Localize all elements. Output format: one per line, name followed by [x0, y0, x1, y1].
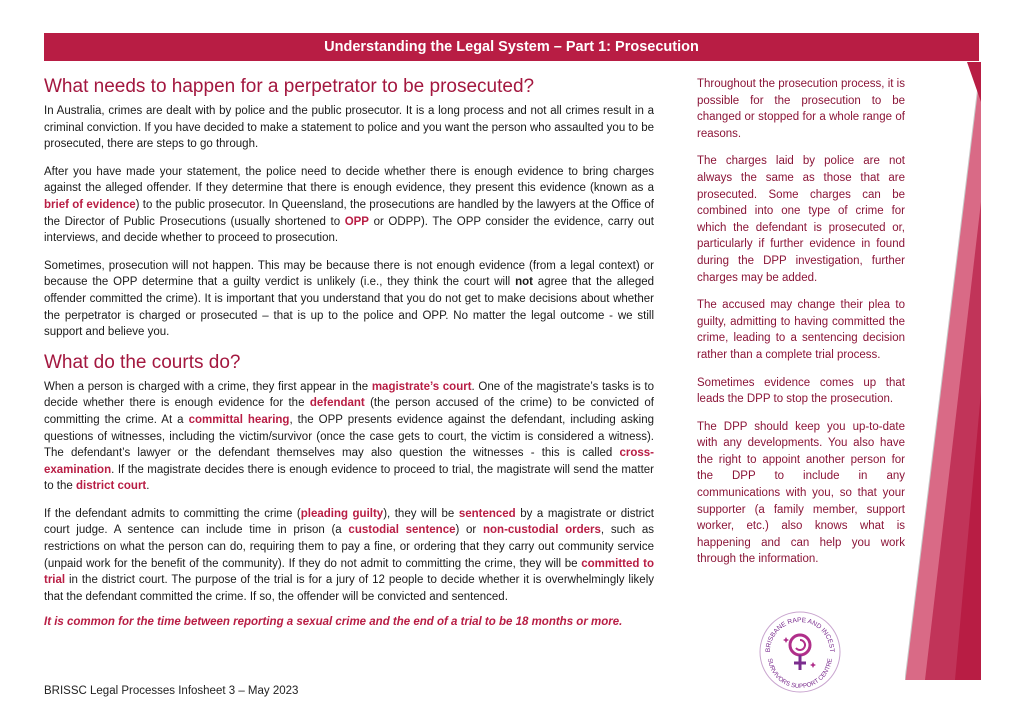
logo-text-top: BRISBANE RAPE AND INCEST: [764, 616, 836, 653]
term-opp: OPP: [344, 215, 369, 228]
paragraph: After you have made your statement, the police need to decide whether there is enough evidence to bring charges against the alleged offender. If they determine that there is enough evidence, they present this evidence (known as a brief of evidence) to the public prosecutor. In Queensland, the prosecutions are handled by the lawyers at the Office of the Director of Public Prosecutions (usually shortened to OPP or ODPP). The OPP consider the evidence, carry out interviews, and decide whether to proceed to prosecution.: [44, 165, 655, 245]
section-heading-courts: What do the courts do?: [44, 351, 241, 373]
term-magistrates-court: magistrate’s court: [371, 380, 472, 393]
sidebar-paragraph: The DPP should keep you up-to-date with any developments. You also have the right to appoint another person for the DPP to include in any communications with you, so that your supporter (a family member, support worker, etc.) also knows what is happening and can help you work through the information.: [697, 420, 905, 566]
sidebar-paragraph: Sometimes evidence comes up that leads the DPP to stop the prosecution.: [697, 376, 905, 406]
paragraph: If the defendant admits to committing the crime (pleading guilty), they will be sentenced by a magistrate or district court judge. A sentence can include time in prison (a custodial sentence) or non-custodial orders, such as restrictions on what the person can do, requiring them to pay a fine, or ordering that they carry out community service (unpaid work for the benefit of the community). If they do not admit to committing the crime, they will be committed to trial in the district court. The purpose of the trial is for a jury of 12 people to decide whether it is overwhelmingly likely that the defendant committed the crime. If so, the offender will be convicted and sentenced.: [44, 507, 654, 603]
paragraph: In Australia, crimes are dealt with by police and the public prosecutor. It is a long process and not all crimes result in a criminal conviction. If you have decided to make a statement to police and you want the person who assaulted you to be prosecuted, there are steps to go through.: [44, 105, 654, 151]
sidebar: [697, 76, 905, 579]
term-non-custodial-orders: non-custodial orders: [483, 524, 601, 537]
sidebar-paragraph: The charges laid by police are not always the same as those that are prosecuted. Some charges can be combined into one type of crime for which the defendant is prosecuted or, particularly if further evidence in found during the DPP investigation, further charges may be added.: [697, 155, 905, 284]
timeline-note: It is common for the time between reporting a sexual crime and the end of a trial to be 18 months or more.: [44, 616, 623, 629]
term-brief-of-evidence: brief of evidence: [44, 198, 136, 211]
sidebar-paragraph: The accused may change their plea to guilty, admitting to having committed the crime, leading to a sentencing decision rather than a complete trial process.: [697, 299, 905, 361]
term-committed-to-trial: committed to trial: [44, 557, 654, 587]
sidebar-paragraph: Throughout the prosecution process, it is possible for the prosecution to be changed or stopped for a whole range of reasons.: [697, 78, 905, 140]
term-custodial-sentence: custodial sentence: [348, 524, 456, 537]
section-heading-prosecution: What needs to happen for a perpetrator to be prosecuted?: [44, 76, 535, 97]
term-pleading-guilty: pleading guilty: [300, 507, 384, 520]
term-committal-hearing: committal hearing: [188, 413, 290, 426]
term-cross-examination: cross-examination: [44, 447, 654, 476]
page-banner: Understanding the Legal System – Part 1: Prosecution: [44, 33, 979, 61]
page-footer: BRISSC Legal Processes Infosheet 3 – May 2023: [44, 685, 299, 697]
logo-text-bottom: SURVIVORS SUPPORT CENTRE: [766, 657, 834, 691]
term-defendant: defendant: [309, 397, 365, 410]
brissc-logo: [758, 610, 842, 694]
paragraph: When a person is charged with a crime, they first appear in the magistrate’s court. One of the magistrate’s tasks is to decide whether there is enough evidence for the defendant (the person accused of the crime) to be convicted of committing the crime. At a committal hearing, the OPP presents evidence against the defendant, including asking questions of witnesses, including the victim/survivor (once the case gets to court, the victim is considered a witness). The defendant’s lawyer or the defendant themselves may also question the witnesses - this is called cross-examination. If the magistrate decides there is enough evidence to proceed to trial, the magistrate will send the matter to the district court.: [44, 380, 655, 493]
term-district-court: district court: [75, 480, 147, 493]
paragraph: Sometimes, prosecution will not happen. This may be because there is not enough evidence (from a legal context) or because the OPP determine that a guilty verdict is unlikely (i.e., they think the court will not agree that the alleged offender committed the crime). It is important that you understand that you do not get to make decisions about whether the perpetrator is charged or prosecuted – that is up to the police and OPP. No matter the legal outcome - we still support and believe you.: [44, 259, 654, 339]
main-content: [44, 76, 654, 628]
decorative-stripes: [905, 62, 981, 680]
term-sentenced: sentenced: [458, 507, 516, 520]
